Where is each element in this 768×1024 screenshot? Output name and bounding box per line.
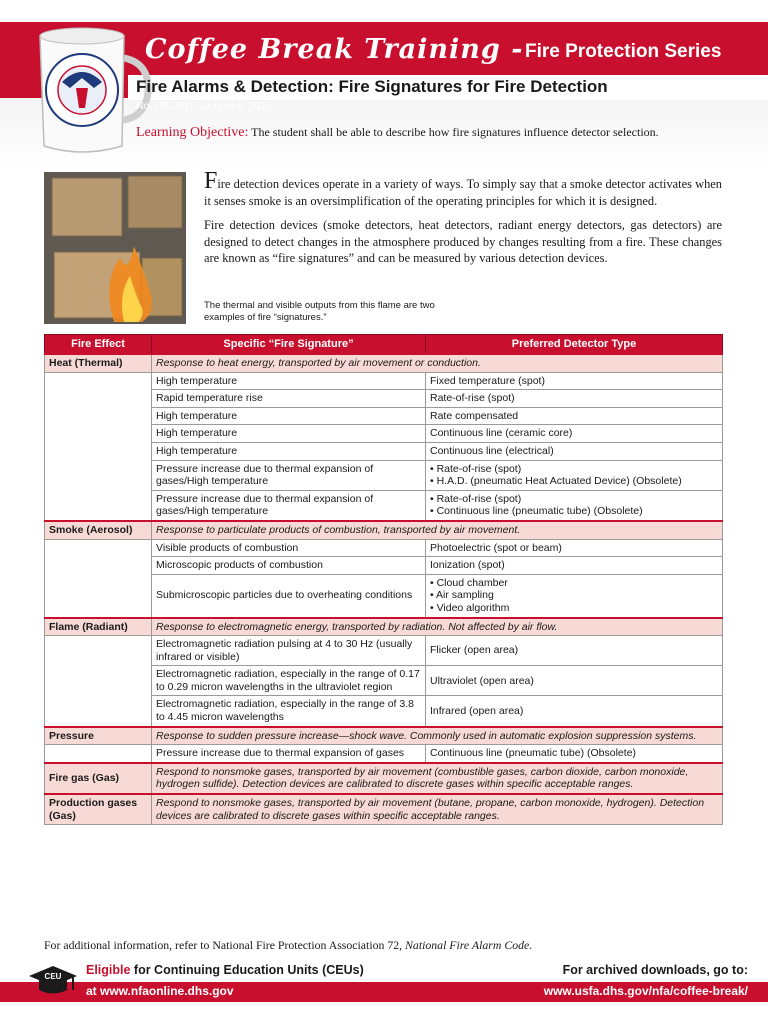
fire-photo [44, 172, 186, 324]
additional-info: For additional information, refer to National Fire Protection Association 72, National Fire Alarm Code. [44, 938, 533, 952]
detector-cell: Photoelectric (spot or beam) [426, 539, 723, 557]
effect-heat: Heat (Thermal) [45, 354, 152, 372]
effect-description: Response to heat energy, transported by air movement or conduction. [152, 354, 723, 372]
signature-cell: Electromagnetic radiation, especially in the range of 3.8 to 4.45 micron wavelengths [152, 696, 426, 727]
col-fire-signature: Specific “Fire Signature” [152, 335, 426, 355]
signature-cell: High temperature [152, 425, 426, 443]
detector-cell: Continuous line (electrical) [426, 442, 723, 460]
series-subtitle: Fire Protection Series [525, 41, 722, 62]
coffee-break-archive-link[interactable]: www.usfa.dhs.gov/nfa/coffee-break/ [543, 984, 748, 998]
detector-cell: • Rate-of-rise (spot) • Continuous line (pneumatic tube) (Obsolete) [426, 490, 723, 521]
effect-fire-gas: Fire gas (Gas) [45, 763, 152, 794]
signature-cell: Microscopic products of combustion [152, 557, 426, 575]
series-title: Coffee Break Training - [145, 34, 524, 65]
detector-cell: Fixed temperature (spot) [426, 372, 723, 390]
intro-paragraph-2: Fire detection devices (smoke detectors, heat detectors, radiant energy detectors, gas detectors) are designed to detect changes in the atmosphere produced by changes resulting from a fire. These changes are known as “fire signatures” and can be measured by various detection devices. [204, 218, 722, 265]
signature-cell: Rapid temperature rise [152, 390, 426, 408]
detector-cell: Continuous line (ceramic core) [426, 425, 723, 443]
signature-cell: High temperature [152, 372, 426, 390]
category-row-fire-gas [45, 763, 723, 794]
effect-description: Response to sudden pressure increase—shock wave. Commonly used in automatic explosion suppression systems. [152, 727, 723, 745]
drop-cap: F [204, 168, 218, 194]
category-row-pressure [45, 727, 723, 745]
effect-description: Response to particulate products of combustion, transported by air movement. [152, 521, 723, 539]
graduation-cap-icon [28, 964, 78, 998]
issue-number: No. FP-2010-14 April 6, 2010 [136, 100, 272, 112]
detector-cell: Infrared (open area) [426, 696, 723, 727]
detector-cell: Ultraviolet (open area) [426, 666, 723, 696]
effect-description: Response to electromagnetic energy, transported by radiation. Not affected by air flow. [152, 618, 723, 636]
ceu-label: CEU [44, 972, 62, 981]
category-row-heat [45, 354, 723, 372]
detector-cell: • Rate-of-rise (spot) • H.A.D. (pneumatic Heat Actuated Device) (Obsolete) [426, 460, 723, 490]
photo-caption: The thermal and visible outputs from this flame are two examples of fire “signatures.” [204, 300, 435, 323]
col-fire-effect: Fire Effect [45, 335, 152, 355]
table-row [45, 636, 723, 666]
effect-description: Respond to nonsmoke gases, transported by air movement (combustible gases, carbon dioxide, carbon monoxide, hydrogen sulfide). Detection devices are calibrated to discrete gases within specific acceptable ranges. [152, 763, 723, 794]
signature-cell: Submicroscopic particles due to overheating conditions [152, 574, 426, 617]
learning-objective [136, 125, 659, 141]
signature-cell: Electromagnetic radiation pulsing at 4 to 30 Hz (usually infrared or visible) [152, 636, 426, 666]
effect-description: Respond to nonsmoke gases, transported by air movement (butane, propane, carbon monoxide, hydrogen). Detection devices are calibrated to discrete gases within specific acceptable ranges. [152, 794, 723, 825]
category-row-production-gases [45, 794, 723, 825]
detector-cell: Continuous line (pneumatic tube) (Obsolete) [426, 745, 723, 763]
signature-cell: Pressure increase due to thermal expansion of gases/High temperature [152, 490, 426, 521]
code-title: National Fire Alarm Code [405, 938, 530, 952]
intro-paragraph-1: Fire detection devices operate in a variety of ways. To simply say that a smoke detector activates when it senses smoke is an oversimplification of the operating principles for which it is designed. [204, 168, 722, 208]
detector-cell: Rate compensated [426, 407, 723, 425]
table-row [45, 372, 723, 390]
table-row [45, 745, 723, 763]
category-row-flame [45, 618, 723, 636]
table-row [45, 539, 723, 557]
category-row-smoke [45, 521, 723, 539]
effect-pressure: Pressure [45, 727, 152, 745]
signature-cell: Pressure increase due to thermal expansion of gases/High temperature [152, 460, 426, 490]
nfaonline-link[interactable]: at www.nfaonline.dhs.gov [86, 984, 234, 998]
table-header-row [45, 335, 723, 355]
objective-lead: Learning Objective: [136, 125, 249, 140]
objective-text: The student shall be able to describe how fire signatures influence detector selection. [248, 125, 659, 139]
signature-cell: High temperature [152, 407, 426, 425]
col-detector-type: Preferred Detector Type [426, 335, 723, 355]
page-title: Fire Alarms & Detection: Fire Signatures for Fire Detection [136, 77, 608, 96]
archive-note: For archived downloads, go to: [562, 963, 748, 977]
signature-cell: Visible products of combustion [152, 539, 426, 557]
fire-signature-table [44, 334, 723, 825]
effect-flame: Flame (Radiant) [45, 618, 152, 636]
effect-smoke: Smoke (Aerosol) [45, 521, 152, 539]
detector-cell: Flicker (open area) [426, 636, 723, 666]
detector-cell: • Cloud chamber • Air sampling • Video algorithm [426, 574, 723, 617]
signature-cell: Pressure increase due to thermal expansion of gases [152, 745, 426, 763]
effect-production-gases: Production gases (Gas) [45, 794, 152, 825]
signature-cell: Electromagnetic radiation, especially in the range of 0.17 to 0.29 micron wavelengths in the ultraviolet region [152, 666, 426, 696]
ceu-eligibility: Eligible for Continuing Education Units (CEUs) [86, 963, 364, 977]
detector-cell: Rate-of-rise (spot) [426, 390, 723, 408]
intro-text [204, 168, 722, 275]
signature-cell: High temperature [152, 442, 426, 460]
detector-cell: Ionization (spot) [426, 557, 723, 575]
